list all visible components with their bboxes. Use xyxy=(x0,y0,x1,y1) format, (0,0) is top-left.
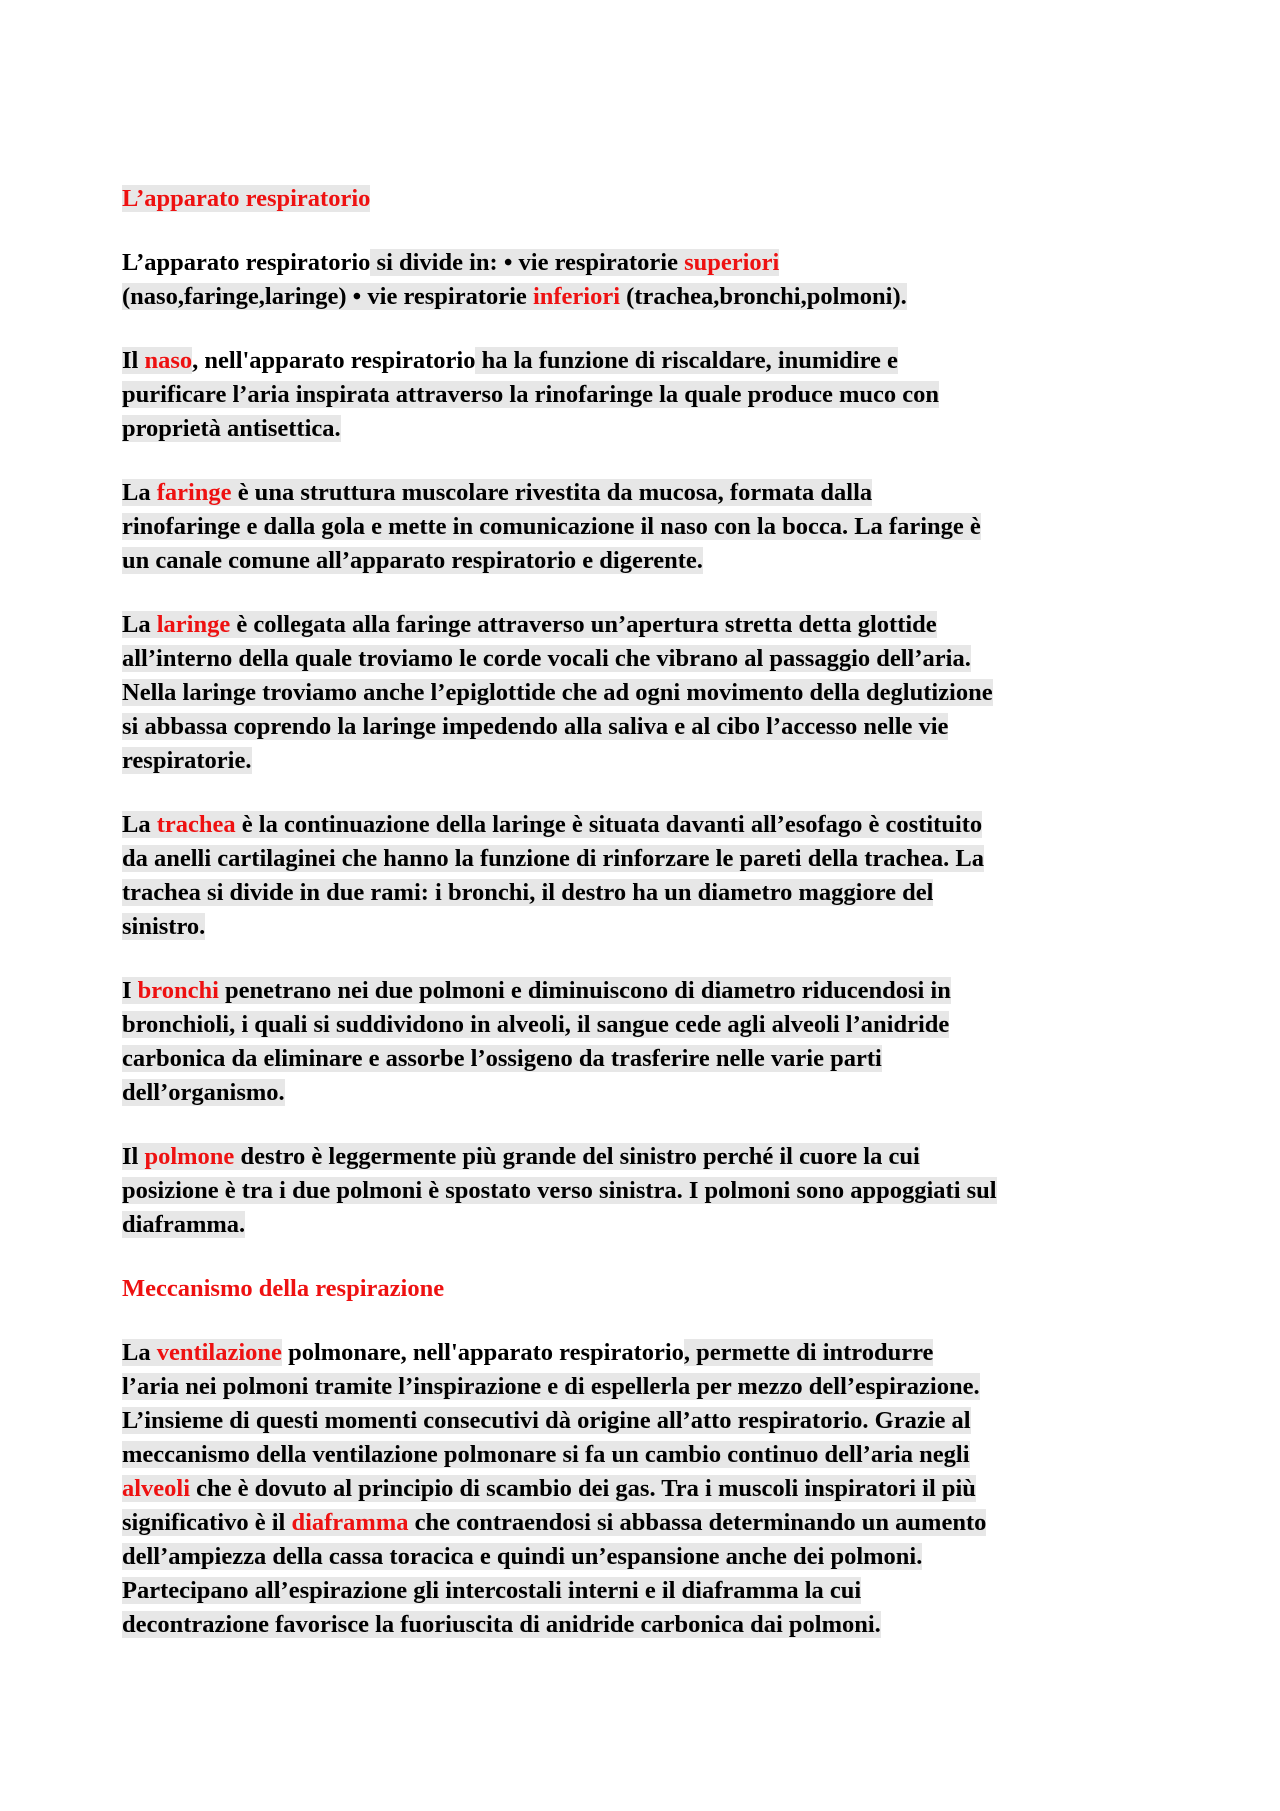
text-fragment: è la continuazione della laringe è situata davanti all’esofago è costituito xyxy=(235,811,983,838)
text-fragment: bronchioli, i quali si suddividono in alveoli, il sangue cede agli alveoli l’anidride xyxy=(122,1011,950,1038)
text-line xyxy=(122,476,1172,510)
text-fragment: (naso,faringe,laringe) • vie respiratorie xyxy=(122,283,533,310)
text-fragment: che contraendosi si abbassa determinando un aumento xyxy=(408,1509,987,1536)
text-fragment: I xyxy=(122,977,138,1004)
text-line xyxy=(122,1076,1172,1110)
text-line xyxy=(122,1404,1172,1438)
text-fragment: proprietà antisettica. xyxy=(122,415,341,442)
text-fragment: meccanismo della ventilazione polmonare si fa un cambio continuo dell’aria negli xyxy=(122,1441,970,1468)
text-fragment: si divide in: • vie respiratorie xyxy=(370,249,685,276)
text-line xyxy=(122,1472,1172,1506)
text-line xyxy=(122,676,1172,710)
keyword-polmone: polmone xyxy=(144,1143,235,1170)
paragraph-faringe xyxy=(122,476,1172,578)
text-line xyxy=(122,246,1172,280)
text-line xyxy=(122,808,1172,842)
keyword-naso: naso xyxy=(144,347,193,374)
text-fragment: polmonare, nell'apparato respiratorio xyxy=(281,1339,684,1366)
paragraph-trachea xyxy=(122,808,1172,944)
text-line xyxy=(122,974,1172,1008)
keyword-faringe: faringe xyxy=(156,479,232,506)
text-fragment: rinofaringe e dalla gola e mette in comunicazione il naso con la bocca. La faringe è xyxy=(122,513,981,540)
text-fragment: penetrano nei due polmoni e diminuiscono di diametro riducendosi in xyxy=(218,977,951,1004)
text-fragment: dell’organismo. xyxy=(122,1079,285,1106)
paragraph-ventilazione xyxy=(122,1336,1172,1642)
text-line xyxy=(122,1370,1172,1404)
text-fragment: purificare l’aria inspirata attraverso la rinofaringe la quale produce muco con xyxy=(122,381,940,408)
text-line xyxy=(122,876,1172,910)
text-fragment: è una struttura muscolare rivestita da mucosa, formata dalla xyxy=(231,479,873,506)
text-fragment: , nell'apparato respiratorio xyxy=(192,347,476,374)
text-fragment: carbonica da eliminare e assorbe l’ossigeno da trasferire nelle varie parti xyxy=(122,1045,882,1072)
keyword-bronchi: bronchi xyxy=(137,977,219,1004)
text-fragment: e digerente. xyxy=(576,547,703,574)
text-line xyxy=(122,1008,1172,1042)
text-line xyxy=(122,710,1172,744)
text-fragment: trachea si divide in due rami: i bronchi, il destro ha un diametro maggiore del xyxy=(122,879,934,906)
text-fragment: La xyxy=(122,811,157,838)
heading-apparato-respiratorio: L’apparato respiratorio xyxy=(122,185,371,212)
text-line xyxy=(122,1140,1172,1174)
text-fragment: respiratorie. xyxy=(122,747,252,774)
keyword-laringe: laringe xyxy=(156,611,231,638)
text-line xyxy=(122,608,1172,642)
text-fragment: un canale comune all’apparato respiratorio xyxy=(122,547,577,574)
paragraph-naso xyxy=(122,344,1172,446)
keyword-trachea: trachea xyxy=(156,811,236,838)
text-fragment: La xyxy=(122,479,157,506)
text-fragment: significativo è il xyxy=(122,1509,292,1536)
section-title-meccanismo xyxy=(122,1272,1172,1306)
text-fragment: che è dovuto al principio di scambio dei gas. Tra i muscoli inspiratori il più xyxy=(190,1475,976,1502)
text-line xyxy=(122,1208,1172,1242)
text-line xyxy=(122,842,1172,876)
paragraph-polmone xyxy=(122,1140,1172,1242)
keyword-superiori: superiori xyxy=(684,249,780,276)
keyword-diaframma: diaframma xyxy=(291,1509,409,1536)
text-fragment: decontrazione favorisce la fuoriuscita di anidride carbonica dai polmoni. xyxy=(122,1611,881,1638)
text-fragment: Nella laringe troviamo anche l’epiglottide che ad ogni movimento della deglutizione xyxy=(122,679,993,706)
text-fragment: Partecipano all’espirazione gli intercostali interni e il diaframma la cui xyxy=(122,1577,862,1604)
text-line xyxy=(122,744,1172,778)
text-fragment: è collegata alla faringe attraverso un’apertura stretta detta glottide xyxy=(230,611,937,638)
text-line xyxy=(122,1574,1172,1608)
text-fragment: L’insieme di questi momenti consecutivi dà origine all’atto respiratorio. Grazie al xyxy=(122,1407,971,1434)
text-fragment: si abbassa coprendo la laringe impedendo alla saliva e al cibo l’accesso nelle vie xyxy=(122,713,949,740)
keyword-inferiori: inferiori xyxy=(532,283,621,310)
text-fragment: destro è leggermente più grande del sinistro perché il cuore la cui xyxy=(234,1143,920,1170)
text-fragment: La xyxy=(122,1339,157,1366)
text-line xyxy=(122,1540,1172,1574)
text-line xyxy=(122,1608,1172,1642)
text-fragment: Il xyxy=(122,1143,145,1170)
section-title-apparato xyxy=(122,182,1172,216)
text-line xyxy=(122,910,1172,944)
text-fragment: diaframma. xyxy=(122,1211,246,1238)
text-fragment: Il xyxy=(122,347,145,374)
text-line xyxy=(122,1174,1172,1208)
keyword-alveoli: alveoli xyxy=(122,1475,191,1502)
paragraph-laringe xyxy=(122,608,1172,778)
text-fragment: (trachea,bronchi,polmoni). xyxy=(620,283,907,310)
paragraph-bronchi xyxy=(122,974,1172,1110)
text-line xyxy=(122,510,1172,544)
text-line xyxy=(122,642,1172,676)
text-line xyxy=(122,544,1172,578)
heading-meccanismo-respirazione: Meccanismo della respirazione xyxy=(122,1275,445,1302)
text-fragment: L’apparato respiratorio xyxy=(122,249,371,276)
text-fragment: La xyxy=(122,611,157,638)
text-line xyxy=(122,1506,1172,1540)
document-page xyxy=(122,182,1172,1672)
text-fragment: all’interno della quale troviamo le corde vocali che vibrano al passaggio dell’aria. xyxy=(122,645,971,672)
text-line xyxy=(122,378,1172,412)
keyword-ventilazione: ventilazione xyxy=(156,1339,282,1366)
text-line xyxy=(122,1438,1172,1472)
text-fragment: , permette di introdurre xyxy=(683,1339,934,1366)
text-fragment: l’aria nei polmoni tramite l’inspirazione e di espellerla per mezzo dell’espirazione. xyxy=(122,1373,980,1400)
paragraph-divisione xyxy=(122,246,1172,314)
text-line xyxy=(122,412,1172,446)
text-fragment: ha la funzione di riscaldare, inumidire e xyxy=(475,347,898,374)
text-fragment: dell’ampiezza della cassa toracica e quindi un’espansione anche dei polmoni. xyxy=(122,1543,923,1570)
text-line xyxy=(122,1042,1172,1076)
text-line xyxy=(122,344,1172,378)
text-fragment: da anelli cartilaginei che hanno la funzione di rinforzare le pareti della trachea. La xyxy=(122,845,984,872)
text-line xyxy=(122,1336,1172,1370)
text-fragment: posizione è tra i due polmoni è spostato verso sinistra. I polmoni sono appoggiati sul xyxy=(122,1177,997,1204)
text-line xyxy=(122,280,1172,314)
text-fragment: sinistro. xyxy=(122,913,206,940)
